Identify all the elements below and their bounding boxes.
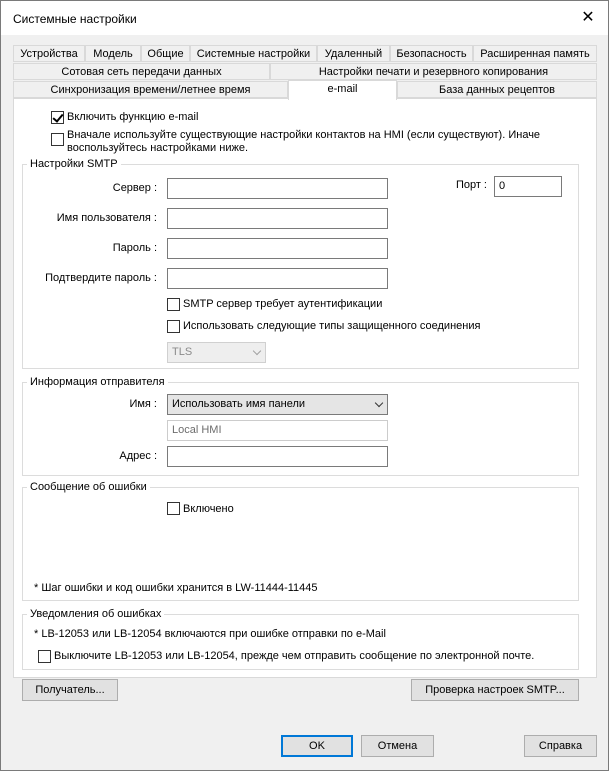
confirm-password-label: Подтвердите пароль : [45,272,157,284]
cancel-button[interactable]: Отмена [361,735,434,757]
tab-email[interactable]: e-mail [288,80,397,100]
disable-lb-checkbox[interactable] [38,650,51,663]
sender-name-display: Local HMI [167,420,388,441]
error-notify-note: * LB-12053 или LB-12054 включаются при ошибке отправки по e-Mail [34,628,386,640]
sender-name-select[interactable] [167,394,388,415]
sender-address-label: Адрес : [119,450,157,462]
tab-model[interactable]: Модель [85,45,141,62]
confirm-password-input[interactable] [167,268,388,289]
smtp-auth-label: SMTP сервер требует аутентификации [183,298,383,310]
error-message-enabled-checkbox[interactable] [167,502,180,515]
username-input[interactable] [167,208,388,229]
use-hmi-contacts-checkbox[interactable] [51,133,64,146]
secure-type-value: TLS [172,346,193,358]
error-message-note: * Шаг ошибки и код ошибки хранится в LW-11444-11445 [34,582,318,594]
chevron-down-icon [253,347,261,355]
tab-print-backup[interactable]: Настройки печати и резервного копирования [270,63,597,80]
use-hmi-contacts-label-line1: Вначале используйте существующие настройки контактов на HMI (если существуют). Иначе [67,129,541,141]
port-label: Порт : [455,179,487,191]
tab-time-sync[interactable]: Синхронизация времени/летнее время [13,81,288,98]
sender-info-legend: Информация отправителя [27,376,168,388]
tab-extended-memory[interactable]: Расширенная память [473,45,597,62]
window-title: Системные настройки [13,12,137,26]
secure-connection-label: Использовать следующие типы защищенного соединения [183,320,481,332]
sender-address-input[interactable] [167,446,388,467]
server-input[interactable] [167,178,388,199]
server-label: Сервер : [112,182,157,194]
chevron-down-icon [375,399,383,407]
enable-email-checkbox[interactable] [51,111,64,124]
sender-name-label: Имя : [129,398,157,410]
use-hmi-contacts-label-line2: воспользуйтесь настройками ниже. [67,142,249,154]
smtp-settings-legend: Настройки SMTP [27,158,121,170]
username-label: Имя пользователя : [56,212,157,224]
check-smtp-button[interactable]: Проверка настроек SMTP... [411,679,579,701]
tab-remote[interactable]: Удаленный [317,45,390,62]
tab-general[interactable]: Общие [141,45,190,62]
error-message-legend: Сообщение об ошибки [27,481,150,493]
close-icon[interactable]: ✕ [581,9,595,26]
tab-cellular[interactable]: Сотовая сеть передачи данных [13,63,270,80]
secure-type-select[interactable] [167,342,266,363]
error-notify-legend: Уведомления об ошибках [27,608,164,620]
password-label: Пароль : [112,242,157,254]
enable-email-label: Включить функцию e-mail [67,111,199,123]
smtp-auth-checkbox[interactable] [167,298,180,311]
tab-security[interactable]: Безопасность [390,45,473,62]
secure-connection-checkbox[interactable] [167,320,180,333]
tab-devices[interactable]: Устройства [13,45,85,62]
error-message-enabled-label: Включено [183,503,234,515]
disable-lb-label: Выключите LB-12053 или LB-12054, прежде чем отправить сообщение по электронной почте. [54,650,535,662]
title-bar [1,1,608,35]
help-button[interactable]: Справка [524,735,597,757]
tab-recipe-db[interactable]: База данных рецептов [397,81,597,98]
ok-button[interactable]: OK [281,735,353,757]
recipients-button[interactable]: Получатель... [22,679,118,701]
tab-system-settings[interactable]: Системные настройки [190,45,317,62]
password-input[interactable] [167,238,388,259]
port-input[interactable]: 0 [494,176,562,197]
sender-name-option: Использовать имя панели [172,398,306,410]
